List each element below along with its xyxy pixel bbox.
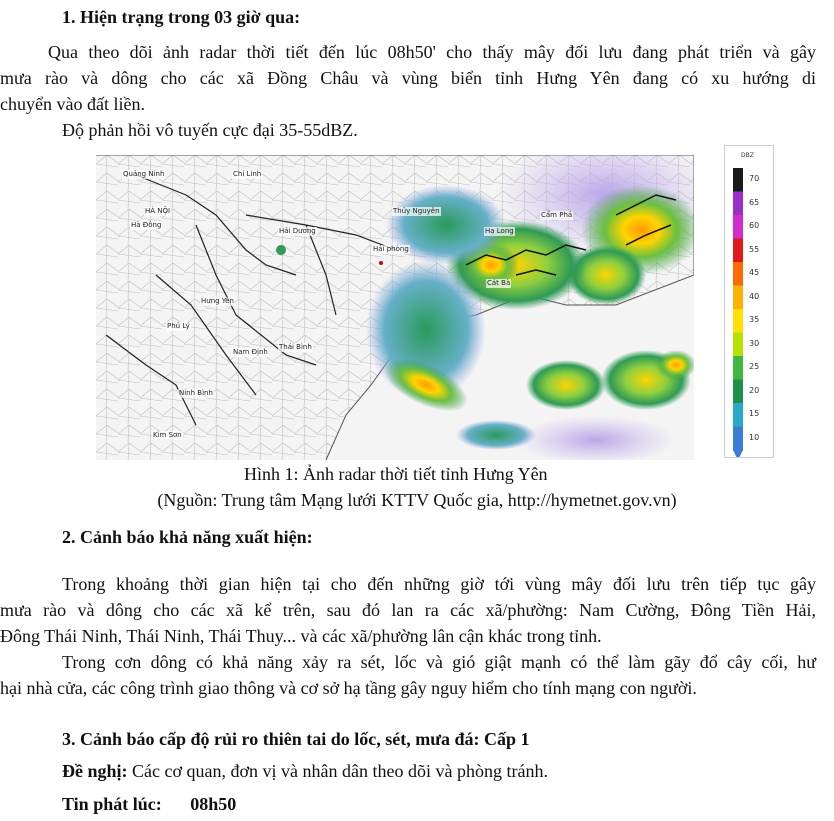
figure-source: (Nguồn: Trung tâm Mạng lưới KTTV Quốc gia, http://hymetnet.gov.vn)	[157, 490, 677, 510]
dbz-scale-segment	[733, 192, 743, 216]
section2-para1-line2: mưa rào và dông cho các xã kể trên, sau đó lan ra các xã/phường: Nam Cường, Đông Tiền Hải,	[0, 600, 816, 620]
dbz-scale-segment	[733, 356, 743, 380]
dbz-scale-arrow	[733, 450, 743, 457]
dbz-scale-segment	[733, 333, 743, 357]
dbz-tick-label: 15	[749, 409, 760, 418]
map-label-quang-ninh: Quảng Ninh	[123, 170, 165, 178]
dbz-scale-segment	[733, 286, 743, 310]
dbz-scale-segment	[733, 380, 743, 404]
dbz-scale-segment	[733, 239, 743, 263]
map-label-nam-dinh: Nam Định	[233, 348, 268, 356]
dbz-tick-label: 70	[749, 174, 760, 183]
recommendation	[62, 756, 548, 786]
section1-heading: 1. Hiện trạng trong 03 giờ qua:	[62, 7, 301, 27]
dbz-scale-title: DBZ	[741, 152, 754, 159]
recommend-text: Các cơ quan, đơn vị và nhân dân theo dõi và phòng tránh.	[127, 761, 548, 781]
map-label-chi-linh: Chí Linh	[233, 170, 262, 178]
map-label-cam-pha: Cẩm Phả	[541, 211, 573, 219]
figure-caption: Hình 1: Ảnh radar thời tiết tỉnh Hưng Yên	[244, 464, 548, 484]
section1-para2: Độ phản hồi vô tuyến cực đại 35-55dBZ.	[62, 120, 358, 140]
section2-heading: 2. Cảnh báo khả năng xuất hiện:	[62, 527, 313, 547]
issued-time: 08h50	[190, 794, 237, 814]
dbz-tick-label: 20	[749, 385, 760, 395]
section2-para1-line3: Đông Thái Ninh, Thái Ninh, Thái Thuy... và các xã/phường lân cận khác trong tỉnh.	[0, 626, 602, 646]
radar-map-image	[96, 155, 694, 460]
dbz-scale-segment	[733, 427, 743, 451]
dbz-tick-label: 35	[749, 315, 760, 324]
recommend-label: Đề nghị:	[62, 761, 128, 781]
dbz-tick-label: 45	[749, 268, 760, 277]
map-label-thai-binh: Thái Bình	[279, 343, 312, 351]
map-label-hai-duong: Hải Dương	[279, 227, 316, 235]
dbz-scale-segment	[733, 309, 743, 333]
map-label-phu-ly: Phủ Lý	[167, 322, 190, 330]
dbz-scale-segment	[733, 262, 743, 286]
map-label-ha-dong: Hà Đông	[131, 221, 162, 229]
section3-heading: 3. Cảnh báo cấp độ rủi ro thiên tai do lốc, sét, mưa đá: Cấp 1	[62, 729, 530, 749]
map-label-ha-noi: HÀ NỘI	[145, 207, 171, 215]
dbz-tick-label: 60	[749, 221, 760, 230]
map-label-hung-yen: Hưng Yên	[201, 297, 234, 305]
dbz-tick-label: 10	[749, 432, 760, 442]
dbz-tick-label: 55	[749, 244, 760, 254]
section1-para1-line3: chuyển vào đất liền.	[0, 94, 145, 114]
map-label-ha-long: Hạ Long	[485, 227, 514, 235]
map-label-ninh-binh: Ninh Bình	[179, 389, 213, 397]
dbz-tick-label: 65	[749, 197, 760, 207]
section2-para1-line1: Trong khoảng thời gian hiện tại cho đến những giờ tới vùng mây đối lưu trên tiếp tục gây	[62, 574, 816, 594]
issued-label: Tin phát lúc:	[62, 794, 162, 814]
dbz-scale-segment	[733, 215, 743, 239]
dbz-color-scale	[724, 145, 774, 458]
map-label-hai-phong: Hải phòng	[373, 245, 409, 253]
map-label-cat-ba: Cát Bà	[487, 279, 511, 287]
map-label-thuy-nguyen: Thủy Nguyên	[393, 207, 440, 215]
section2-para2-line2: hại nhà cửa, các công trình giao thông và cơ sở hạ tầng gây nguy hiểm cho tính mạng con người.	[0, 678, 697, 698]
dbz-scale-segment	[733, 168, 743, 192]
dbz-tick-label: 30	[749, 338, 760, 348]
radar-map-graphic	[96, 155, 694, 460]
dbz-scale-segment	[733, 403, 743, 427]
section2-para2-line1: Trong cơn dông có khả năng xảy ra sét, lốc và gió giật mạnh có thể làm gãy đổ cây cối, hư	[62, 652, 816, 672]
issued-row	[62, 789, 236, 819]
dbz-tick-label: 25	[749, 362, 760, 371]
dbz-tick-label: 40	[749, 291, 760, 301]
section1-para1-line1: Qua theo dõi ảnh radar thời tiết đến lúc 08h50' cho thấy mây đối lưu đang phát triển và gây	[48, 42, 816, 62]
map-label-kim-son: Kim Sơn	[153, 431, 182, 439]
section1-para1-line2: mưa rào và dông cho các xã Đồng Châu và vùng biển tỉnh Hưng Yên đang có xu hướng di	[0, 68, 816, 88]
